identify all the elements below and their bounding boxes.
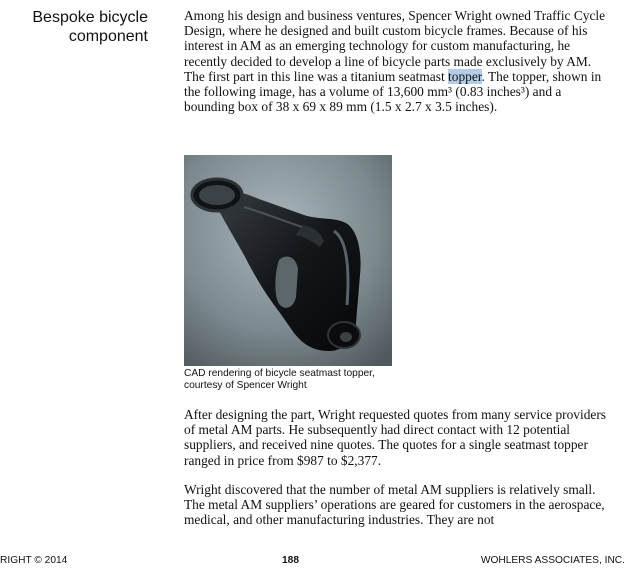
section-heading bbox=[20, 8, 148, 46]
footer-page-number: 188 bbox=[282, 555, 299, 566]
paragraph-intro-text-end: . The topper, shown in the following image, has a volume of 13,600 mm³ (0.83 inches³) and a bounding box of 38 x 69 x 89 mm (1.5 x 2.7 x 3.5 inches). bbox=[184, 68, 602, 115]
figure-caption-line-1: CAD rendering of bicycle seatmast topper, bbox=[184, 368, 375, 379]
paragraph-quotes: After designing the part, Wright requested quotes from many service providers of metal AM parts. He subsequently had direct contact with 12 potential suppliers, and received nine quotes. The quotes for a single seatmast topper ranged in price from $987 to $2,377. bbox=[184, 407, 607, 468]
figure-caption-line-2: courtesy of Spencer Wright bbox=[184, 380, 307, 391]
footer-publisher: WOHLERS ASSOCIATES, INC. bbox=[480, 555, 625, 566]
paragraph-intro-text: Among his design and business ventures, Spencer Wright owned Traffic Cycle Design, where he designed and built custom bicycle frames. Because of his interest in AM as an emerging technology for custom manufacturing, he recently decided to develop a line of bicycle parts made exclusively by AM. The first part in this line was a titanium seatmast bbox=[184, 8, 606, 84]
section-heading-line-1: Bespoke bicycle bbox=[32, 9, 148, 26]
section-heading-line-2: component bbox=[68, 28, 148, 45]
seatmast-topper-image bbox=[184, 155, 392, 366]
footer-copyright: RIGHT © 2014 bbox=[0, 555, 68, 566]
paragraph-suppliers: Wright discovered that the number of metal AM suppliers is relatively small. The metal AM suppliers’ operations are geared for customers in the aerospace, medical, and other manufacturing industries. They are not bbox=[184, 482, 605, 528]
selected-word-highlight[interactable]: topper bbox=[448, 68, 482, 84]
paragraph-intro bbox=[184, 8, 614, 114]
figure-caption bbox=[184, 368, 414, 392]
